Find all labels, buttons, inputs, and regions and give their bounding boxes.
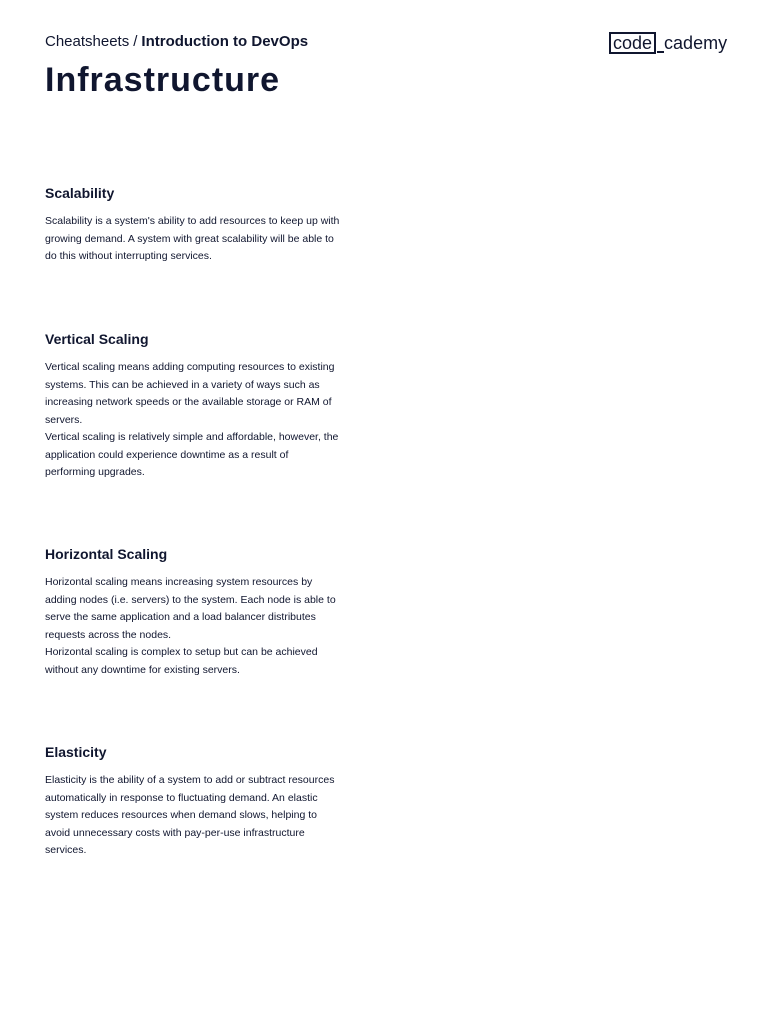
breadcrumb-separator: / [133, 33, 138, 50]
section-paragraph: Vertical scaling is relatively simple and affordable, however, the application could experience downtime as a result of performing upgrades. [45, 431, 339, 478]
logo-boxed-text: code [609, 32, 656, 54]
section-paragraph: Vertical scaling means adding computing resources to existing systems. This can be achieved in a variety of ways such as increasing network speeds or the available storage or RAM of servers. [45, 361, 335, 426]
section-heading: Elasticity [45, 744, 107, 760]
page-title: Infrastructure [45, 61, 281, 99]
breadcrumb-current-course: Introduction to DevOps [141, 33, 309, 50]
section-heading: Scalability [45, 185, 115, 201]
section-paragraph: Elasticity is the ability of a system to add or subtract resources automatically in response to fluctuating demand. An elastic system reduces resources when demand slows, helping to avoid unnecessary costs with pay-per-use infrastructure services. [45, 774, 335, 856]
section-paragraph: Horizontal scaling means increasing system resources by adding nodes (i.e. servers) to the system. Each node is able to serve the same application and a load balancer distributes requests across the nodes. [45, 576, 336, 641]
section-paragraph: Horizontal scaling is complex to setup but can be achieved without any downtime for existing servers. [45, 646, 318, 676]
breadcrumb-link-cheatsheets[interactable]: Cheatsheets [45, 33, 130, 50]
section-horizontal-scaling [45, 545, 340, 679]
breadcrumb [45, 33, 308, 51]
section-vertical-scaling [45, 330, 340, 482]
section-elasticity [45, 743, 340, 860]
logo-underscore-mark [657, 51, 664, 53]
section-heading: Vertical Scaling [45, 331, 149, 347]
section-scalability [45, 184, 340, 266]
section-heading: Horizontal Scaling [45, 546, 168, 562]
codecademy-logo [609, 31, 727, 55]
section-paragraph: Scalability is a system's ability to add resources to keep up with growing demand. A system with great scalability will be able to do this without interrupting services. [45, 215, 340, 262]
logo-rest-text: cademy [664, 33, 728, 53]
